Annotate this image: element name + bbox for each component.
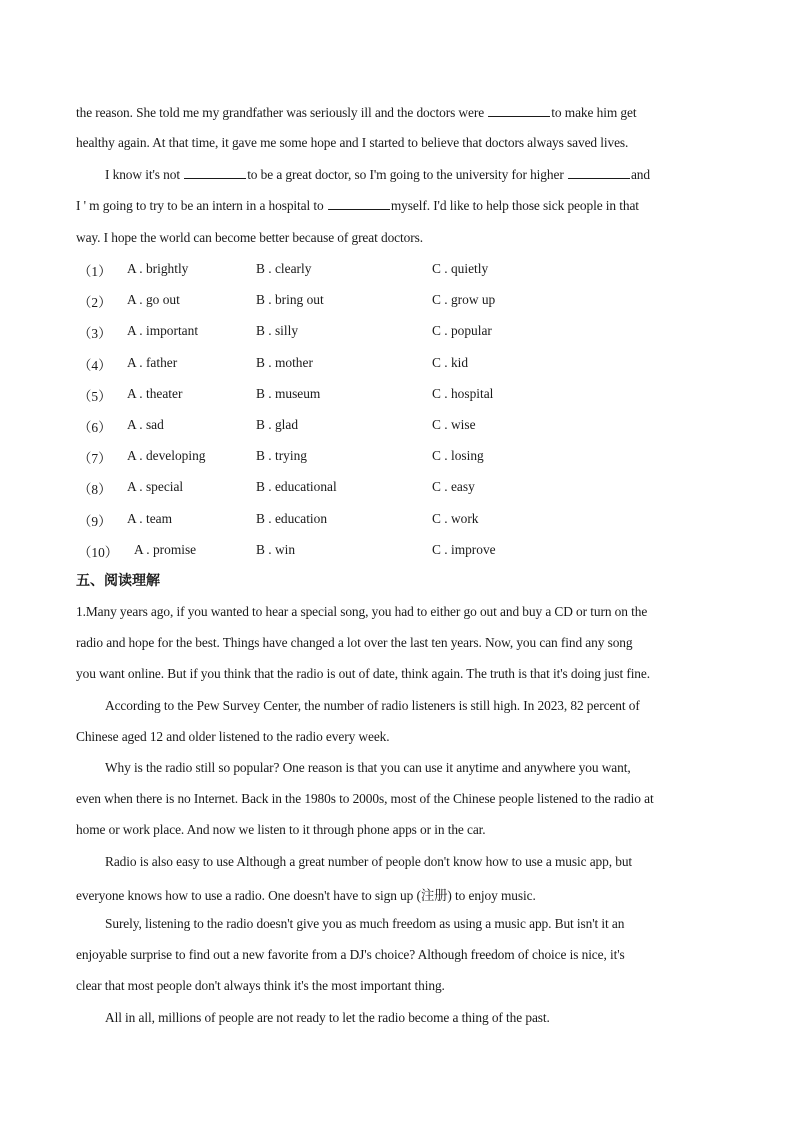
section-heading: 五、阅读理解 [76,573,160,589]
option-b: B . win [256,542,296,557]
text: myself. I'd like to help those sick people in that [390,198,639,213]
option-row-6 [76,417,676,437]
answer-blank [184,167,246,179]
question-number: （4） [78,358,112,373]
option-c: C . work [432,511,479,526]
question-number: （6） [78,420,112,435]
answer-blank [568,167,630,179]
text: to be a great doctor, so I'm going to the university for higher [247,167,567,182]
option-row-8 [76,479,676,499]
reading-line: Why is the radio still so popular? One reason is that you can use it anytime and anywhere you want, [105,760,631,775]
option-b: B . bring out [256,292,324,307]
question-number: （10） [78,545,119,560]
option-row-3 [76,323,676,343]
question-number: （1） [78,264,112,279]
reading-line: All in all, millions of people are not ready to let the radio become a thing of the past. [105,1010,550,1025]
reading-line: 1.Many years ago, if you wanted to hear a special song, you had to either go out and buy a CD or turn on the [76,604,648,619]
option-a: A . go out [127,292,180,307]
option-c: C . quietly [432,261,489,276]
reading-line: even when there is no Internet. Back in the 1980s to 2000s, most of the Chinese people listened to the radio at [76,791,654,806]
option-c: C . wise [432,417,476,432]
option-b: B . clearly [256,261,312,276]
reading-line: Surely, listening to the radio doesn't give you as much freedom as using a music app. But isn't it an [105,916,625,931]
question-number: （5） [78,389,112,404]
answer-blank [328,198,390,210]
option-a: A . developing [127,448,206,463]
option-c: C . popular [432,323,492,338]
option-row-5 [76,386,676,406]
reading-line: everyone knows how to use a radio. One doesn't have to sign up (注册) to enjoy music. [76,888,536,903]
option-b: B . silly [256,323,299,338]
option-a: A . special [127,479,184,494]
option-a: A . promise [134,542,197,557]
option-a: A . sad [127,417,164,432]
option-b: B . educational [256,479,337,494]
answer-blank [488,105,550,117]
passage-line [76,198,639,214]
option-c: C . losing [432,448,484,463]
option-row-10 [76,542,676,562]
option-row-1 [76,261,676,281]
passage-line: way. I hope the world can become better because of great doctors. [76,230,423,245]
option-c: C . improve [432,542,496,557]
option-b: B . museum [256,386,321,401]
option-row-2 [76,292,676,312]
reading-line: home or work place. And now we listen to it through phone apps or in the car. [76,822,486,837]
reading-line: Radio is also easy to use Although a great number of people don't know how to use a music app, but [105,854,633,869]
option-a: A . theater [127,386,183,401]
question-number: （8） [78,482,112,497]
text: and [630,167,650,182]
question-number: （2） [78,295,112,310]
question-number: （3） [78,326,112,341]
option-c: C . easy [432,479,475,494]
option-c: C . grow up [432,292,496,307]
reading-line: According to the Pew Survey Center, the number of radio listeners is still high. In 2023, 82 percent of [105,698,640,713]
text: I ' m going to try to be an intern in a hospital to [76,198,327,213]
text: I know it's not [105,167,184,182]
option-row-9 [76,511,676,531]
option-a: A . team [127,511,172,526]
question-number: （7） [78,451,112,466]
option-c: C . hospital [432,386,494,401]
option-c: C . kid [432,355,469,370]
question-number: （9） [78,514,112,529]
option-a: A . important [127,323,199,338]
option-a: A . brightly [127,261,189,276]
reading-line: you want online. But if you think that the radio is out of date, think again. The truth is that it's doing just fine. [76,666,650,681]
option-row-4 [76,355,676,375]
option-b: B . glad [256,417,299,432]
reading-line: clear that most people don't always think it's the most important thing. [76,978,445,993]
reading-line: Chinese aged 12 and older listened to the radio every week. [76,729,390,744]
text: to make him get [551,105,637,120]
passage-line [105,167,650,183]
text: the reason. She told me my grandfather was seriously ill and the doctors were [76,105,488,120]
option-a: A . father [127,355,178,370]
reading-line: radio and hope for the best. Things have changed a lot over the last ten years. Now, you can find any song [76,635,633,650]
reading-line: enjoyable surprise to find out a new favorite from a DJ's choice? Although freedom of choice is nice, it's [76,947,625,962]
passage-line: healthy again. At that time, it gave me some hope and I started to believe that doctors always saved lives. [76,135,629,150]
option-row-7 [76,448,676,468]
passage-line [76,105,636,121]
option-b: B . mother [256,355,313,370]
option-b: B . trying [256,448,307,463]
option-b: B . education [256,511,328,526]
